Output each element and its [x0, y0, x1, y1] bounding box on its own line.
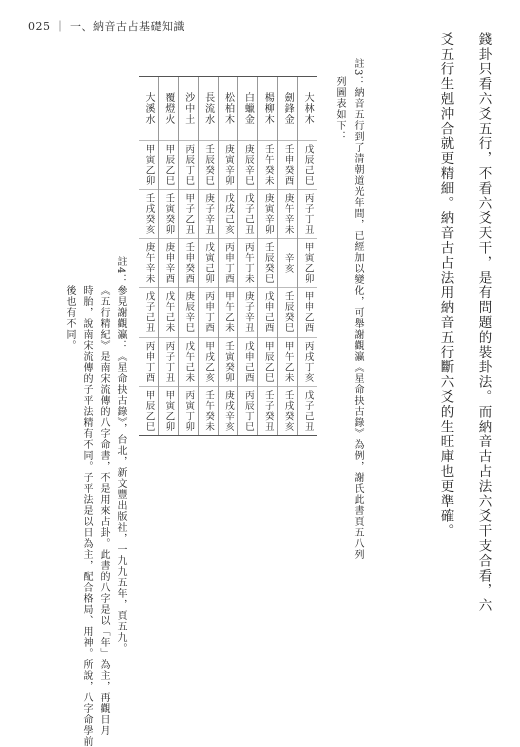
table-cell: 甲申乙酉 — [298, 287, 317, 336]
table-column — [139, 77, 158, 435]
column-title: 沙中土 — [182, 91, 194, 125]
table-cell: 甲午乙未 — [278, 337, 297, 386]
table-cell: 戊子己丑 — [238, 189, 257, 238]
note3-line-1: 註3：納音五行到了清朝道光年間，已經加以變化，可舉謝觀瀛《星命抉古錄》為例，謝氏此書頁五八列 — [352, 58, 363, 561]
table-cell: 甲寅乙卯 — [139, 140, 158, 189]
page-header — [28, 18, 185, 34]
body-line-1: 錢卦只看六爻五行，不看六爻天干，是有問題的裝卦法。而納音古占法六爻干支合看，六 — [475, 32, 492, 614]
table-cell: 丙戌丁亥 — [298, 337, 317, 386]
header-separator: ｜ — [54, 20, 66, 33]
table-cell: 戊午己未 — [179, 337, 198, 386]
table-cell: 庚申辛酉 — [159, 238, 178, 287]
table-column — [178, 77, 198, 435]
note4-line-3: 時胎，說南宋流傳的子平法精有不同。子平法是以日為主，配合格局、用神。所說，八字命學前 — [81, 285, 92, 747]
table-cell: 庚寅辛卯 — [258, 189, 277, 238]
table-cell: 戊子己丑 — [139, 287, 158, 336]
column-title: 覆燈火 — [162, 91, 174, 125]
nayin-table — [139, 76, 317, 436]
table-cell: 壬戌癸亥 — [278, 386, 297, 435]
column-title: 楊柳木 — [262, 91, 274, 125]
column-title: 劍鋒金 — [282, 91, 294, 125]
table-cell: 壬寅癸卯 — [219, 337, 238, 386]
table-cell: 丙寅丁卯 — [179, 386, 198, 435]
table-cell: 庚子辛丑 — [238, 287, 257, 336]
table-cell: 壬申癸酉 — [179, 238, 198, 287]
table-cell: 壬午癸未 — [199, 386, 218, 435]
table-cell: 戊申己酉 — [238, 337, 257, 386]
table-cell: 丙申丁酉 — [199, 287, 218, 336]
table-cell: 甲午乙未 — [219, 287, 238, 336]
table-cell: 丙子丁丑 — [159, 337, 178, 386]
table-cell: 庚午辛未 — [139, 238, 158, 287]
table-cell: 壬申癸酉 — [278, 140, 297, 189]
table-cell: 戊午己未 — [159, 287, 178, 336]
table-column — [218, 77, 238, 435]
table-cell: 庚午辛未 — [278, 189, 297, 238]
table-cell: 戊戌己亥 — [219, 189, 238, 238]
column-title: 白蠟金 — [242, 91, 254, 125]
column-title: 大林木 — [302, 91, 314, 125]
table-cell: 丙申丁酉 — [139, 337, 158, 386]
table-column — [277, 77, 297, 435]
table-cell: 壬辰癸巳 — [258, 238, 277, 287]
table-cell: 丙子丁丑 — [298, 189, 317, 238]
note4-line-4: 後也有不同。 — [64, 285, 75, 351]
table-cell: 庚辰辛巳 — [179, 287, 198, 336]
column-title: 大溪水 — [142, 91, 154, 125]
table-column — [198, 77, 218, 435]
table-cell: 丙辰丁巳 — [238, 386, 257, 435]
chapter-title: 一、納音古占基礎知識 — [70, 20, 185, 33]
table-cell: 戊子己丑 — [298, 386, 317, 435]
table-column — [257, 77, 277, 435]
table-cell: 壬午癸未 — [258, 140, 277, 189]
page-number: 025 — [28, 20, 51, 33]
table-cell: 壬寅癸卯 — [159, 189, 178, 238]
table-cell: 甲寅乙卯 — [159, 386, 178, 435]
note3-line-2: 列圖表如下： — [334, 76, 345, 142]
table-cell: 甲辰乙巳 — [139, 386, 158, 435]
table-column — [158, 77, 178, 435]
column-title: 松柏木 — [222, 91, 234, 125]
table-cell: 甲戌乙亥 — [199, 337, 218, 386]
table-cell: 庚戌辛亥 — [219, 386, 238, 435]
note4-line-2: 《五行精紀》是南宋流傳的八字命書，不是用來占卦。此書的八字是以「年」為主，再觀日月 — [98, 285, 109, 736]
body-line-2: 爻五行生剋沖合就更精細。納音古占法用納音五行斷六爻的生旺庫也更準確。 — [437, 32, 454, 539]
table-cell: 戊寅己卯 — [199, 238, 218, 287]
table-column — [237, 77, 257, 435]
column-title: 長流水 — [202, 91, 214, 125]
table-column — [297, 77, 317, 435]
table-cell: 甲辰乙巳 — [159, 140, 178, 189]
table-cell: 庚辰辛巳 — [238, 140, 257, 189]
table-cell: 甲辰乙巳 — [258, 337, 277, 386]
table-cell: 甲寅乙卯 — [298, 238, 317, 287]
note4-line-1: 註4：參見謝觀瀛：《星命抉古錄》，台北，新文豐出版社，一九九五年，頁五九。 — [115, 256, 126, 655]
table-cell: 丙午丁未 — [238, 238, 257, 287]
table-cell: 戊申己酉 — [258, 287, 277, 336]
table-cell: 壬戌癸亥 — [139, 189, 158, 238]
table-cell: 戊辰己巳 — [298, 140, 317, 189]
table-cell: 丙申丁酉 — [219, 238, 238, 287]
table-cell: 庚寅辛卯 — [219, 140, 238, 189]
table-cell: 辛亥 — [278, 238, 297, 287]
table-cell: 甲子乙丑 — [179, 189, 198, 238]
table-cell: 丙辰丁巳 — [179, 140, 198, 189]
table-cell: 壬辰癸巳 — [199, 140, 218, 189]
table-cell: 壬子癸丑 — [258, 386, 277, 435]
table-cell: 庚子辛丑 — [199, 189, 218, 238]
table-cell: 壬辰癸巳 — [278, 287, 297, 336]
